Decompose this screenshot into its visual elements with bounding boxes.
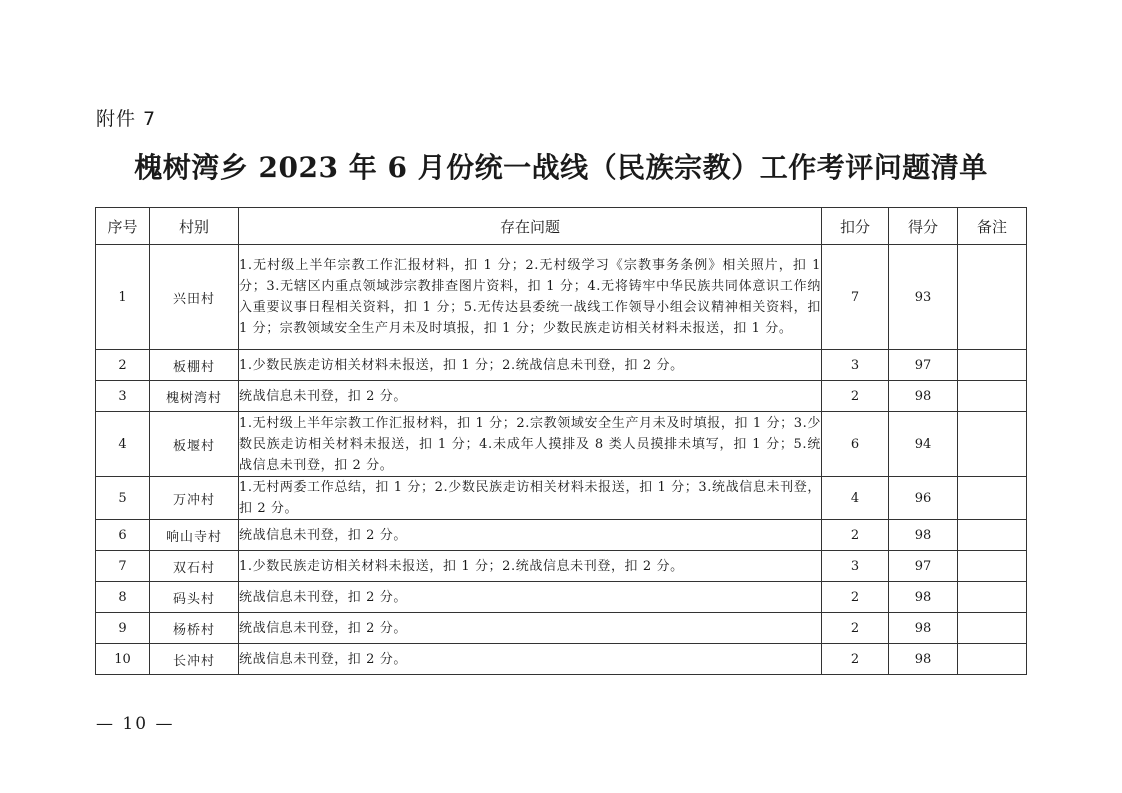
cell-seq: 6 bbox=[96, 520, 150, 551]
cell-village: 槐树湾村 bbox=[150, 381, 239, 412]
cell-village: 码头村 bbox=[150, 582, 239, 613]
cell-seq: 4 bbox=[96, 412, 150, 477]
cell-remark bbox=[958, 613, 1027, 644]
cell-remark bbox=[958, 412, 1027, 477]
table-row bbox=[96, 551, 1027, 582]
cell-seq: 1 bbox=[96, 245, 150, 350]
cell-village: 板棚村 bbox=[150, 350, 239, 381]
cell-issues: 1.少数民族走访相关材料未报送，扣 1 分；2.统战信息未刊登，扣 2 分。 bbox=[239, 350, 822, 381]
cell-remark bbox=[958, 582, 1027, 613]
cell-issues: 1.无村两委工作总结，扣 1 分；2.少数民族走访相关材料未报送，扣 1 分；3.统战信息未刊登，扣 2 分。 bbox=[239, 477, 822, 520]
cell-village: 长冲村 bbox=[150, 644, 239, 675]
cell-village: 双石村 bbox=[150, 551, 239, 582]
cell-score: 98 bbox=[889, 582, 958, 613]
cell-score: 97 bbox=[889, 551, 958, 582]
header-village: 村别 bbox=[150, 208, 239, 245]
cell-score: 98 bbox=[889, 520, 958, 551]
cell-deduction: 2 bbox=[822, 613, 889, 644]
cell-remark bbox=[958, 644, 1027, 675]
cell-remark bbox=[958, 520, 1027, 551]
header-score: 得分 bbox=[889, 208, 958, 245]
cell-village: 板堰村 bbox=[150, 412, 239, 477]
table-row bbox=[96, 582, 1027, 613]
header-issues: 存在问题 bbox=[239, 208, 822, 245]
table-row bbox=[96, 613, 1027, 644]
cell-score: 98 bbox=[889, 613, 958, 644]
document-title: 槐树湾乡 2023 年 6 月份统一战线（民族宗教）工作考评问题清单 bbox=[134, 151, 988, 184]
table-row bbox=[96, 245, 1027, 350]
table-row bbox=[96, 477, 1027, 520]
cell-seq: 8 bbox=[96, 582, 150, 613]
cell-remark bbox=[958, 381, 1027, 412]
header-deduction: 扣分 bbox=[822, 208, 889, 245]
table-row bbox=[96, 412, 1027, 477]
cell-deduction: 2 bbox=[822, 582, 889, 613]
cell-issues: 统战信息未刊登，扣 2 分。 bbox=[239, 381, 822, 412]
problem-list-table bbox=[95, 207, 1027, 675]
header-seq: 序号 bbox=[96, 208, 150, 245]
cell-issues: 1.少数民族走访相关材料未报送，扣 1 分；2.统战信息未刊登，扣 2 分。 bbox=[239, 551, 822, 582]
cell-deduction: 3 bbox=[822, 350, 889, 381]
cell-score: 93 bbox=[889, 245, 958, 350]
cell-issues: 统战信息未刊登，扣 2 分。 bbox=[239, 644, 822, 675]
table-header-row bbox=[96, 208, 1027, 245]
cell-issues: 统战信息未刊登，扣 2 分。 bbox=[239, 613, 822, 644]
cell-deduction: 2 bbox=[822, 644, 889, 675]
cell-score: 98 bbox=[889, 381, 958, 412]
cell-score: 97 bbox=[889, 350, 958, 381]
cell-deduction: 2 bbox=[822, 520, 889, 551]
cell-seq: 7 bbox=[96, 551, 150, 582]
table-row bbox=[96, 644, 1027, 675]
cell-deduction: 7 bbox=[822, 245, 889, 350]
cell-score: 98 bbox=[889, 644, 958, 675]
cell-issues: 统战信息未刊登，扣 2 分。 bbox=[239, 582, 822, 613]
cell-seq: 3 bbox=[96, 381, 150, 412]
header-remark: 备注 bbox=[958, 208, 1027, 245]
cell-remark bbox=[958, 551, 1027, 582]
cell-seq: 5 bbox=[96, 477, 150, 520]
cell-remark bbox=[958, 350, 1027, 381]
table-row bbox=[96, 350, 1027, 381]
cell-seq: 2 bbox=[96, 350, 150, 381]
cell-score: 94 bbox=[889, 412, 958, 477]
cell-deduction: 2 bbox=[822, 381, 889, 412]
cell-remark bbox=[958, 477, 1027, 520]
cell-seq: 9 bbox=[96, 613, 150, 644]
cell-village: 响山寺村 bbox=[150, 520, 239, 551]
cell-remark bbox=[958, 245, 1027, 350]
cell-deduction: 6 bbox=[822, 412, 889, 477]
cell-village: 杨桥村 bbox=[150, 613, 239, 644]
cell-issues: 统战信息未刊登，扣 2 分。 bbox=[239, 520, 822, 551]
cell-deduction: 3 bbox=[822, 551, 889, 582]
attachment-label: 附件 7 bbox=[96, 108, 157, 130]
table-row bbox=[96, 520, 1027, 551]
cell-seq: 10 bbox=[96, 644, 150, 675]
cell-village: 万冲村 bbox=[150, 477, 239, 520]
cell-deduction: 4 bbox=[822, 477, 889, 520]
cell-score: 96 bbox=[889, 477, 958, 520]
cell-village: 兴田村 bbox=[150, 245, 239, 350]
page-number: — 10 — bbox=[96, 714, 175, 734]
cell-issues: 1.无村级上半年宗教工作汇报材料，扣 1 分；2.宗教领域安全生产月未及时填报，扣 1 分；3.少数民族走访相关材料未报送，扣 1 分；4.未成年人摸排及 8 类人员摸排未填写，扣 1 分；5.统战信息未刊登，扣 2 分。 bbox=[239, 412, 822, 477]
table-row bbox=[96, 381, 1027, 412]
cell-issues: 1.无村级上半年宗教工作汇报材料，扣 1 分；2.无村级学习《宗教事务条例》相关照片，扣 1 分；3.无辖区内重点领域涉宗教排查图片资料，扣 1 分；4.无将铸牢中华民族共同体意识工作纳入重要议事日程相关资料，扣 1 分；5.无传达县委统一战线工作领导小组会议精神相关资料，扣 1 分；宗教领域安全生产月未及时填报，扣 1 分；少数民族走访相关材料未报送，扣 1 分。 bbox=[239, 245, 822, 350]
